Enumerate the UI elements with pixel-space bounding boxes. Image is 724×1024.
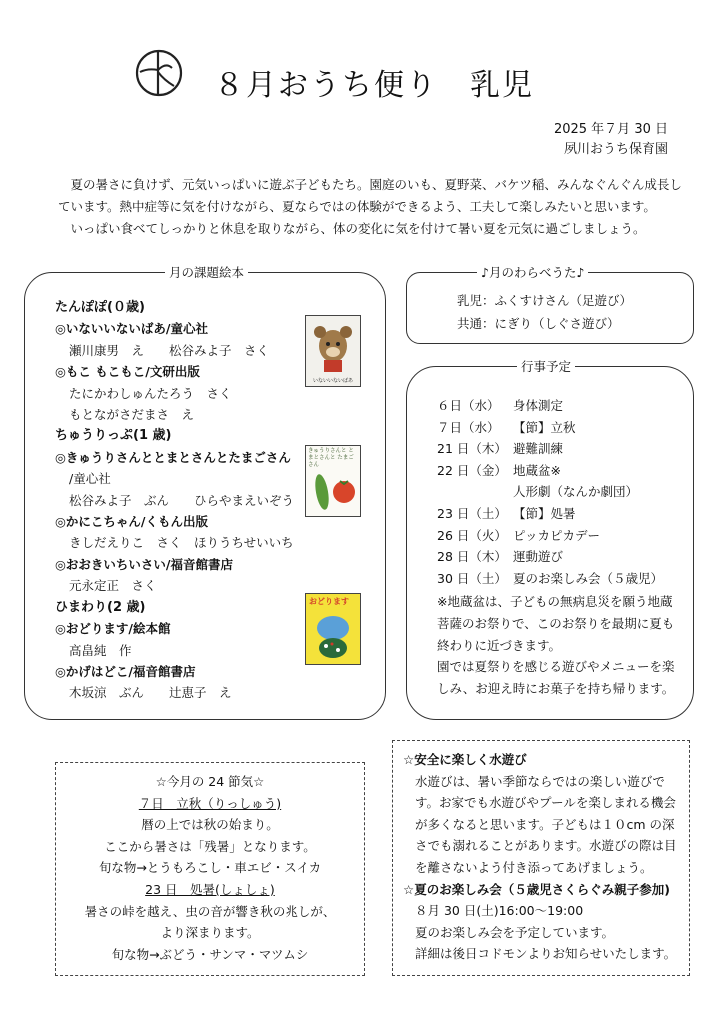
book-credit: もとながさだまさ え bbox=[69, 407, 195, 423]
book-title: ◎きゅうりさんととまとさんとたまごさん bbox=[55, 449, 291, 465]
warabe-uta-infant: 乳児：ふくすけさん（足遊び） bbox=[457, 293, 633, 308]
book-credit: 高畠純 作 bbox=[69, 642, 132, 658]
summer-party-heading: ☆夏のお楽しみ会（５歳児さくらぐみ親子参加) bbox=[403, 881, 670, 897]
picture-books-heading: 月の課題絵本 bbox=[165, 263, 248, 281]
book-credit: たにかわしゅんたろう さく bbox=[69, 385, 232, 401]
event-name: 夏のお楽しみ会（５歳児） bbox=[513, 570, 664, 586]
jizobon-note: ※地蔵盆は、子どもの無病息災を願う地蔵菩薩のお祭りで、このお祭りを最期に夏も終わりに近づきます。 bbox=[437, 594, 675, 653]
event-row bbox=[437, 438, 677, 460]
book-cover-inainaibaa bbox=[305, 315, 361, 387]
age-group-heading: ちゅうりっぷ(1 歳) bbox=[55, 428, 172, 444]
event-date: 21 日（木） bbox=[437, 441, 507, 457]
book-credit: 木坂涼 ぶん 辻恵子 え bbox=[69, 685, 232, 701]
risshu-text: 暦の上では秋の始まり。 bbox=[141, 817, 279, 833]
solar-terms-heading: ☆今月の 24 節気☆ bbox=[155, 774, 265, 789]
event-date: 23 日（土） bbox=[437, 505, 507, 521]
intro-paragraph: いっぱい食べてしっかりと休息を取りながら、体の変化に気を付けて暑い夏を元気に過ごしましょう。 bbox=[70, 221, 646, 236]
events-heading: 行事予定 bbox=[517, 357, 575, 375]
shosho-foods: 旬な物→ぶどう・サンマ・マツムシ bbox=[111, 946, 309, 962]
event-name: ピッカピカデー bbox=[513, 527, 601, 543]
picture-books-box bbox=[24, 265, 386, 720]
book-cover-odorimasu bbox=[305, 593, 361, 665]
event-row bbox=[437, 503, 677, 525]
organization-name: 夙川おうち保育園 bbox=[563, 142, 668, 157]
event-row bbox=[437, 460, 677, 482]
event-name: 地蔵盆※ bbox=[513, 462, 561, 478]
warabe-uta-box bbox=[406, 265, 694, 344]
water-play-text: 水遊びは、暑い季節ならではの楽しい遊びです。お家でも水遊びやプールを楽しまれる機会が多くなると思います。子どもは１０cm の深さでも溺れることがあります。水遊びの際は目を離さないよう付き添ってあげましょう。 bbox=[415, 773, 677, 875]
age-group-heading: ひまわり(2 歳) bbox=[55, 599, 146, 615]
book-credit: 松谷みよ子 ぶん ひらやまえいぞう bbox=[69, 492, 295, 508]
book-title: ◎もこ もこもこ/文研出版 bbox=[55, 364, 200, 380]
book-title: ◎おおきいちいさい/福音館書店 bbox=[55, 556, 233, 572]
book-credit: /童心社 bbox=[69, 471, 111, 487]
event-row bbox=[437, 546, 677, 568]
event-date: 22 日（金） bbox=[437, 462, 507, 478]
shosho-heading: 23 日 処暑(しょしょ) bbox=[145, 881, 275, 897]
event-date: 26 日（火） bbox=[437, 527, 507, 543]
intro-text bbox=[58, 174, 686, 240]
event-row bbox=[437, 568, 677, 590]
warabe-uta-list bbox=[457, 289, 632, 335]
page-title: ８月おうち便り 乳児 bbox=[214, 68, 534, 103]
issue-info bbox=[554, 120, 668, 160]
book-cover-kyuurisan bbox=[305, 445, 361, 517]
event-name: 運動遊び bbox=[513, 549, 564, 565]
circle-brush-logo-icon bbox=[134, 48, 184, 98]
risshu-foods: 旬な物→とうもろこし・車エビ・スイカ bbox=[98, 860, 322, 876]
risshu-heading: ７日 立秋（りっしゅう) bbox=[138, 795, 282, 811]
risshu-text: ここから暑さは「残暑」となります。 bbox=[104, 838, 316, 854]
summer-party-text: 夏のお楽しみ会を予定しています。 bbox=[415, 924, 615, 940]
event-detail: 人形劇（なんか劇団） bbox=[513, 484, 639, 500]
event-row bbox=[437, 417, 677, 439]
book-title: ◎かげはどこ/福音館書店 bbox=[55, 663, 196, 679]
book-title: ◎かにこちゃん/くもん出版 bbox=[55, 514, 208, 530]
summer-party-text: 詳細は後日コドモンよりお知らせいたします。 bbox=[415, 946, 677, 962]
warabe-uta-heading: ♪月のわらべうた♪ bbox=[477, 263, 588, 281]
event-date: 28 日（木） bbox=[437, 549, 507, 565]
book-credit: 元永定正 さく bbox=[69, 578, 157, 594]
event-row bbox=[437, 525, 677, 547]
book-title: ◎いないいないばあ/童心社 bbox=[55, 321, 208, 337]
intro-paragraph: 夏の暑さに負けず、元気いっぱいに遊ぶ子どもたち。園庭のいも、夏野菜、バケツ稲、みんなぐんぐん成長しています。熱中症等に気を付けながら、夏ならではの体験ができるよう、工夫して楽しみたいと思います。 bbox=[58, 177, 682, 214]
water-play-heading: ☆安全に楽しく水遊び bbox=[403, 752, 527, 767]
event-row bbox=[437, 395, 677, 417]
age-group-heading: たんぽぽ(０歳) bbox=[55, 300, 145, 315]
events-schedule-box bbox=[406, 359, 694, 720]
solar-terms-box bbox=[55, 762, 365, 976]
event-date: ６日（水） bbox=[437, 398, 500, 413]
event-date: ７日（水） bbox=[437, 419, 500, 435]
event-name: 【節】立秋 bbox=[513, 419, 576, 435]
shosho-text: 暑さの峠を越え、虫の音が響き秋の兆しが、 bbox=[84, 903, 336, 919]
issue-date: 2025 年７月 30 日 bbox=[553, 122, 668, 137]
book-credit: 瀬川康男 え 松谷みよ子 さく bbox=[69, 342, 270, 358]
warabe-uta-common: 共通：にぎり（しぐさ遊び） bbox=[457, 316, 620, 331]
festival-note: 園では夏祭りを感じる遊びやメニューを楽しみ、お迎え時にお菓子を持ち帰ります。 bbox=[437, 659, 675, 696]
book-cover-title: きゅうりさんと とまとさんと たまごさん bbox=[308, 448, 354, 468]
shosho-text: より深まります。 bbox=[160, 925, 260, 941]
event-name: 身体測定 bbox=[513, 398, 564, 413]
event-date: 30 日（土） bbox=[437, 570, 507, 586]
water-play-content bbox=[403, 749, 685, 965]
event-name: 避難訓練 bbox=[513, 441, 564, 457]
book-cover-title: いないいないばあ bbox=[312, 378, 353, 384]
book-cover-title: おどります bbox=[309, 597, 349, 606]
water-play-box bbox=[392, 740, 690, 976]
events-list bbox=[437, 395, 677, 699]
book-credit: きしだえりこ さく ほりうちせいいち bbox=[69, 535, 294, 551]
event-name: 【節】処暑 bbox=[513, 505, 576, 521]
book-title: ◎おどります/絵本館 bbox=[55, 621, 171, 637]
summer-party-datetime: ８月 30 日(土)16:00〜19:00 bbox=[415, 903, 584, 919]
solar-terms-content bbox=[56, 771, 364, 965]
